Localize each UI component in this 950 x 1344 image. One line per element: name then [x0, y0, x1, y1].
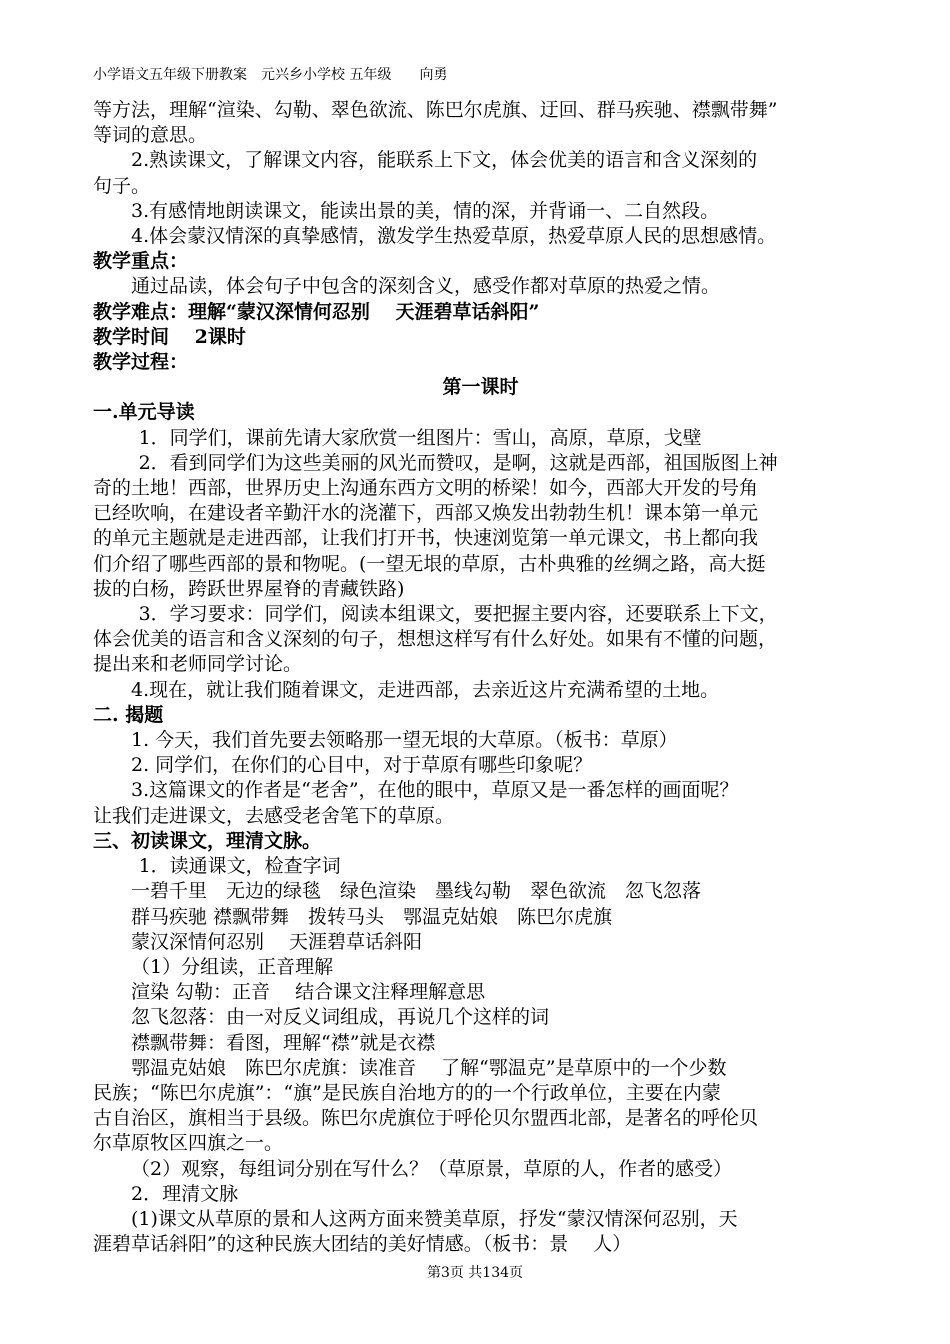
text-line: 民族；“陈巴尔虎旗”：“旗”是民族自治地方的的一个行政单位，主要在内蒙	[93, 1081, 721, 1104]
text-line: 蒙汉深情何忍别 天涯碧草话斜阳	[131, 930, 423, 953]
text-line: 拔的白杨，跨跃世界屋脊的青藏铁路)	[93, 577, 405, 600]
section-heading: 教学重点：	[93, 250, 189, 273]
header-author: 向勇	[419, 67, 448, 83]
section-heading: 一.单元导读	[93, 401, 195, 424]
text-line: 群马疾驰 襟飘带舞 拨转马头 鄂温克姑娘 陈巴尔虎旗	[131, 905, 613, 928]
text-line: 让我们走进课文，去感受老舍笔下的草原。	[93, 804, 455, 827]
text-line: 已经吹响，在建设者辛勤汗水的浇灌下，西部又焕发出勃勃生机！课本第一单元	[93, 502, 759, 525]
text-line: 涯碧草话斜阳”的这种民族大团结的美好情感。（板书：景 人）	[93, 1233, 632, 1256]
text-line: (1)课文从草原的景和人这两方面来赞美草原，抒发“蒙汉情深何忍别，天	[131, 1207, 738, 1230]
text-line: 1．读通课文，检查字词	[138, 855, 341, 878]
text-line: 渲染 勾勒：正音 结合课文注释理解意思	[131, 981, 486, 1004]
text-line: 鄂温克姑娘 陈巴尔虎旗：读准音 了解“鄂温克”是草原中的一个少数	[131, 1056, 727, 1079]
text-line: 等词的意思。	[93, 124, 208, 147]
text-line: 奇的土地！西部，世界历史上沟通东西方文明的桥梁！如今，西部大开发的号角	[93, 477, 759, 500]
section-heading: 教学难点：理解“蒙汉深情何忍别 天涯碧草话斜阳”	[93, 300, 540, 323]
text-line: 提出来和老师同学讨论。	[93, 653, 303, 676]
text-line: 尔草原牧区四旗之一。	[93, 1132, 284, 1155]
text-line: 2.熟读课文，了解课文内容，能联系上下文，体会优美的语言和含义深刻的	[131, 149, 758, 172]
section-heading: 二. 揭题	[93, 703, 164, 726]
header-school: 元兴乡小学校 五年级	[261, 67, 392, 83]
text-line: 句子。	[93, 174, 151, 197]
text-line: 一碧千里 无边的绿毯 绿色渲染 墨线勾勒 翠色欲流 忽飞忽落	[131, 880, 702, 903]
text-line: 1. 今天，我们首先要去领略那一望无垠的大草原。（板书：草原）	[131, 729, 678, 752]
text-line: 们介绍了哪些西部的景和物呢。(一望无垠的草原，古朴典雅的丝绸之路，高大挺	[93, 552, 766, 575]
text-line: 3.有感情地朗读课文，能读出景的美，情的深，并背诵一、二自然段。	[131, 199, 720, 222]
document-body	[93, 98, 868, 1257]
page-header	[93, 66, 447, 84]
text-line: 4.现在，就让我们随着课文，走进西部，去亲近这片充满希望的土地。	[131, 678, 720, 701]
page-footer: 第3页 共134页	[426, 1265, 524, 1281]
section-heading: 三、初读课文，理清文脉。	[93, 829, 322, 852]
text-line: 体会优美的语言和含义深刻的句子，想想这样写有什么好处。如果有不懂的问题，	[93, 628, 778, 651]
text-line: 忽飞忽落：由一对反义词组成，再说几个这样的词	[131, 1006, 550, 1029]
text-line: 4.体会蒙汉情深的真挚感情，激发学生热爱草原，热爱草原人民的思想感情。	[131, 225, 777, 248]
text-line: 3．学习要求：同学们，阅读本组课文，要把握主要内容，还要联系上下文，	[138, 603, 778, 626]
text-line: 3.这篇课文的作者是“老舍”，在他的眼中，草原又是一番怎样的画面呢？	[131, 779, 739, 802]
text-line: 通过品读，体会句子中包含的深刻含义，感受作都对草原的热爱之情。	[131, 275, 721, 298]
lesson-title: 第一课时	[442, 376, 519, 399]
text-line: 等方法，理解“渲染、勾勒、翠色欲流、陈巴尔虎旗、迂回、群马疾驰、襟飘带舞”	[93, 99, 778, 121]
text-line: （2）观察，每组词分别在写什么？（草原景，草原的人，作者的感受）	[131, 1157, 733, 1180]
text-line: 2．理清文脉	[131, 1182, 239, 1205]
text-line: 1．同学们，课前先请大家欣赏一组图片：雪山，高原，草原，戈壁	[138, 426, 702, 449]
section-heading: 教学过程：	[93, 351, 189, 374]
header-title: 小学语文五年级下册教案	[93, 67, 247, 83]
section-heading: 教学时间 2课时	[93, 325, 246, 348]
text-line: 襟飘带舞：看图，理解“襟”就是衣襟	[131, 1031, 436, 1054]
text-line: 古自治区，旗相当于县级。陈巴尔虎旗位于呼伦贝尔盟西北部，是著名的呼伦贝	[93, 1107, 759, 1130]
text-line: （1）分组读，正音理解	[131, 955, 334, 978]
text-line: 的单元主题就是走进西部，让我们打开书，快速浏览第一单元课文，书上都向我	[93, 527, 759, 550]
text-line: 2. 同学们，在你们的心目中，对于草原有哪些印象呢？	[131, 754, 593, 777]
text-line: 2．看到同学们为这些美丽的风光而赞叹，是啊，这就是西部，祖国版图上神	[138, 451, 778, 474]
